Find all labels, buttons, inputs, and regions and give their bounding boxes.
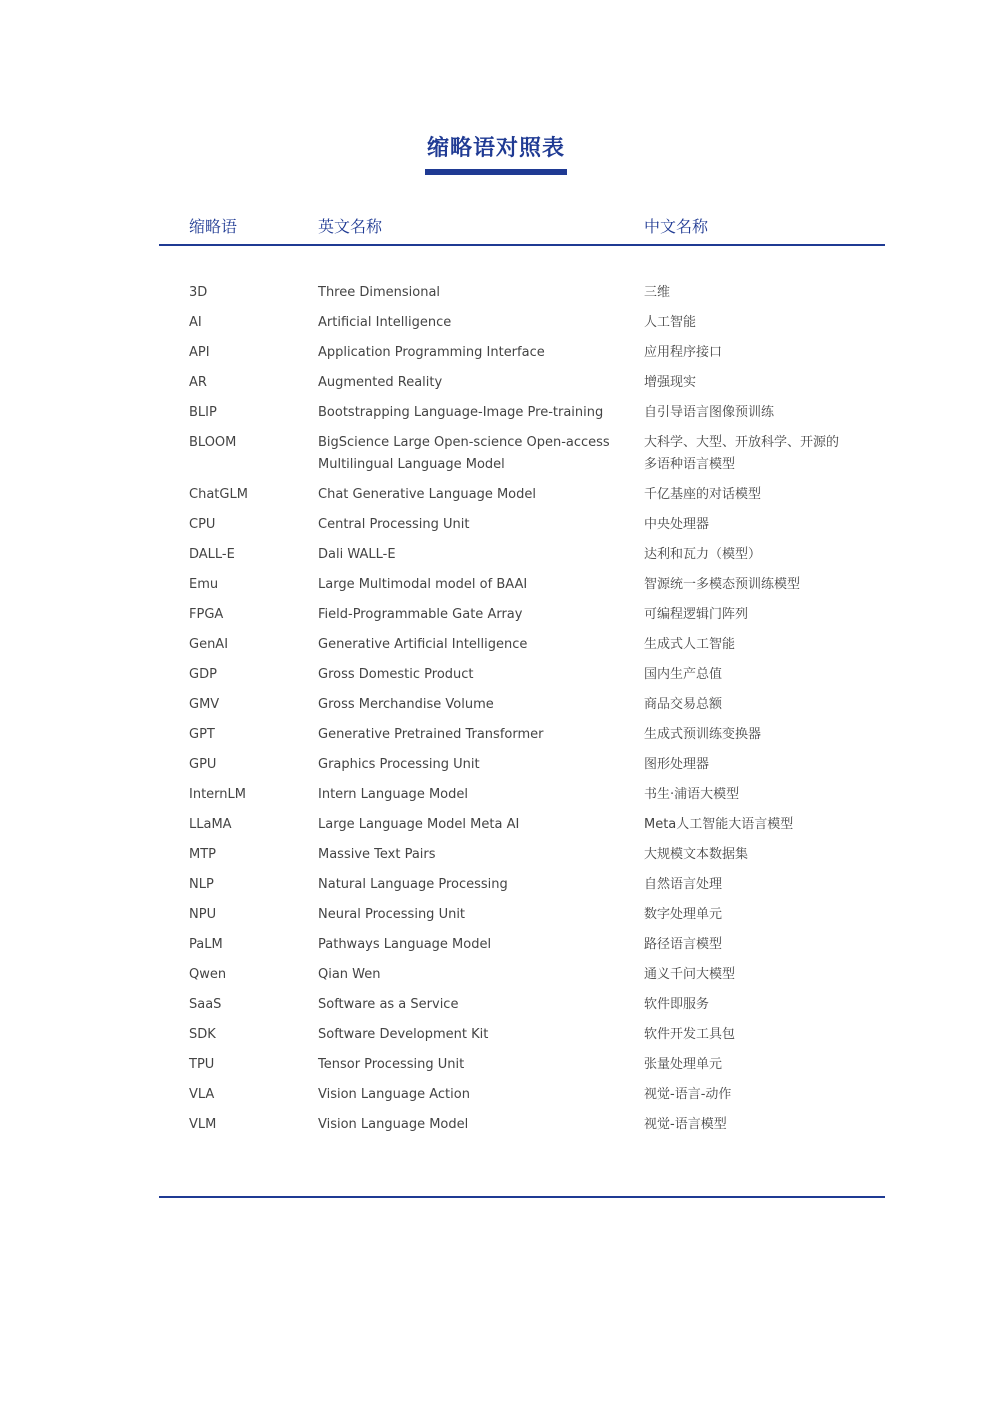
row-english: Application Programming Interface [318,345,545,360]
row-english: Field-Programmable Gate Array [318,607,523,622]
table-row [159,1054,885,1084]
row-chinese: 智源统一多模态预训练模型 [644,577,801,592]
header-english: 英文名称 [318,217,383,236]
row-chinese: 国内生产总值 [644,667,723,682]
table-row [159,814,885,844]
row-abbr: GMV [189,697,220,712]
row-english: BigScience Large Open-science Open-access Multilingual Language Model [318,435,610,472]
row-abbr: InternLM [189,787,246,802]
row-chinese: 可编程逻辑门阵列 [644,607,749,622]
row-english: Vision Language Action [318,1087,470,1102]
row-english: Tensor Processing Unit [318,1057,465,1072]
row-english: Augmented Reality [318,375,443,390]
table-row [159,1024,885,1054]
row-chinese: 生成式人工智能 [644,637,736,652]
row-abbr: PaLM [189,937,223,952]
table-row [159,402,885,432]
row-chinese: 达利和瓦力（模型） [644,547,762,562]
row-abbr: 3D [189,285,208,300]
row-english: Qian Wen [318,967,381,982]
row-abbr: SaaS [189,997,222,1012]
table-row [159,432,885,484]
table-row [159,934,885,964]
row-chinese: 书生·浦语大模型 [644,787,740,802]
table-row [159,634,885,664]
row-english: Gross Domestic Product [318,667,474,682]
table-row [159,964,885,994]
table-row [159,282,885,312]
row-chinese: 中央处理器 [644,517,710,532]
row-abbr: ChatGLM [189,487,248,502]
table-row [159,994,885,1024]
row-chinese: 张量处理单元 [644,1057,723,1072]
table-row [159,312,885,342]
row-english: Graphics Processing Unit [318,757,480,772]
row-chinese: 自然语言处理 [644,877,723,892]
row-abbr: NPU [189,907,217,922]
table-row [159,574,885,604]
table-row [159,694,885,724]
row-english: Software as a Service [318,997,459,1012]
row-english: Intern Language Model [318,787,468,802]
row-english: Generative Pretrained Transformer [318,727,544,742]
header-abbr: 缩略语 [189,217,238,236]
row-abbr: GPT [189,727,215,742]
row-abbr: VLM [189,1117,217,1132]
row-english: Neural Processing Unit [318,907,466,922]
table-row [159,372,885,402]
row-chinese: 数字处理单元 [644,907,723,922]
row-abbr: VLA [189,1087,215,1102]
row-english: Generative Artificial Intelligence [318,637,528,652]
table-row [159,784,885,814]
row-abbr: AI [189,315,202,330]
table-row [159,544,885,574]
table-row [159,754,885,784]
row-english: Natural Language Processing [318,877,508,892]
row-chinese: 视觉-语言模型 [644,1117,727,1132]
page-title: 缩略语对照表 [425,134,567,175]
row-chinese: 视觉-语言-动作 [644,1087,732,1102]
row-chinese: 增强现实 [644,375,697,390]
row-chinese: 三维 [644,285,671,300]
row-english: Pathways Language Model [318,937,492,952]
row-abbr: LLaMA [189,817,232,832]
row-english: Large Multimodal model of BAAI [318,577,528,592]
row-english: Central Processing Unit [318,517,470,532]
row-abbr: GPU [189,757,217,772]
row-chinese: 千亿基座的对话模型 [644,487,762,502]
table-row [159,664,885,694]
row-abbr: Emu [189,577,219,592]
row-english: Three Dimensional [318,285,441,300]
row-chinese: 通义千问大模型 [644,967,736,982]
row-chinese: 路径语言模型 [644,937,723,952]
row-abbr: API [189,345,210,360]
row-abbr: DALL-E [189,547,235,562]
footer-divider [159,1196,885,1198]
row-english: Artificial Intelligence [318,315,452,330]
table-row [159,724,885,754]
row-chinese: 人工智能 [644,315,697,330]
row-english: Massive Text Pairs [318,847,436,862]
row-english: Vision Language Model [318,1117,469,1132]
row-abbr: SDK [189,1027,216,1042]
row-abbr: CPU [189,517,216,532]
row-abbr: BLIP [189,405,217,420]
row-abbr: Qwen [189,967,227,982]
row-abbr: NLP [189,877,214,892]
row-abbr: GDP [189,667,217,682]
row-chinese: 软件开发工具包 [644,1027,736,1042]
row-abbr: TPU [189,1057,215,1072]
row-chinese: 商品交易总额 [644,697,723,712]
row-chinese: 自引导语言图像预训练 [644,405,775,420]
table-row [159,844,885,874]
title-wrap [0,134,992,175]
row-english: Chat Generative Language Model [318,487,536,502]
row-chinese: 生成式预训练变换器 [644,727,762,742]
row-english: Dali WALL-E [318,547,396,562]
row-abbr: AR [189,375,207,390]
row-chinese: Meta人工智能大语言模型 [644,817,794,832]
table-row [159,604,885,634]
header-chinese: 中文名称 [644,217,709,236]
row-abbr: BLOOM [189,435,237,450]
row-english: Large Language Model Meta AI [318,817,520,832]
row-english: Gross Merchandise Volume [318,697,494,712]
table-row [159,342,885,372]
table-row [159,1114,885,1144]
row-chinese: 大科学、大型、开放科学、开源的多语种语言模型 [644,435,840,472]
table-row [159,1084,885,1114]
row-chinese: 软件即服务 [644,997,710,1012]
table-row [159,514,885,544]
row-chinese: 大规模文本数据集 [644,847,749,862]
row-chinese: 图形处理器 [644,757,710,772]
table-row [159,874,885,904]
row-abbr: GenAI [189,637,229,652]
row-chinese: 应用程序接口 [644,345,723,360]
table-row [159,904,885,934]
abbreviation-table [159,282,885,1144]
row-abbr: MTP [189,847,216,862]
row-english: Software Development Kit [318,1027,489,1042]
table-row [159,484,885,514]
table-header [159,212,885,246]
row-abbr: FPGA [189,607,224,622]
row-english: Bootstrapping Language-Image Pre-training [318,405,604,420]
